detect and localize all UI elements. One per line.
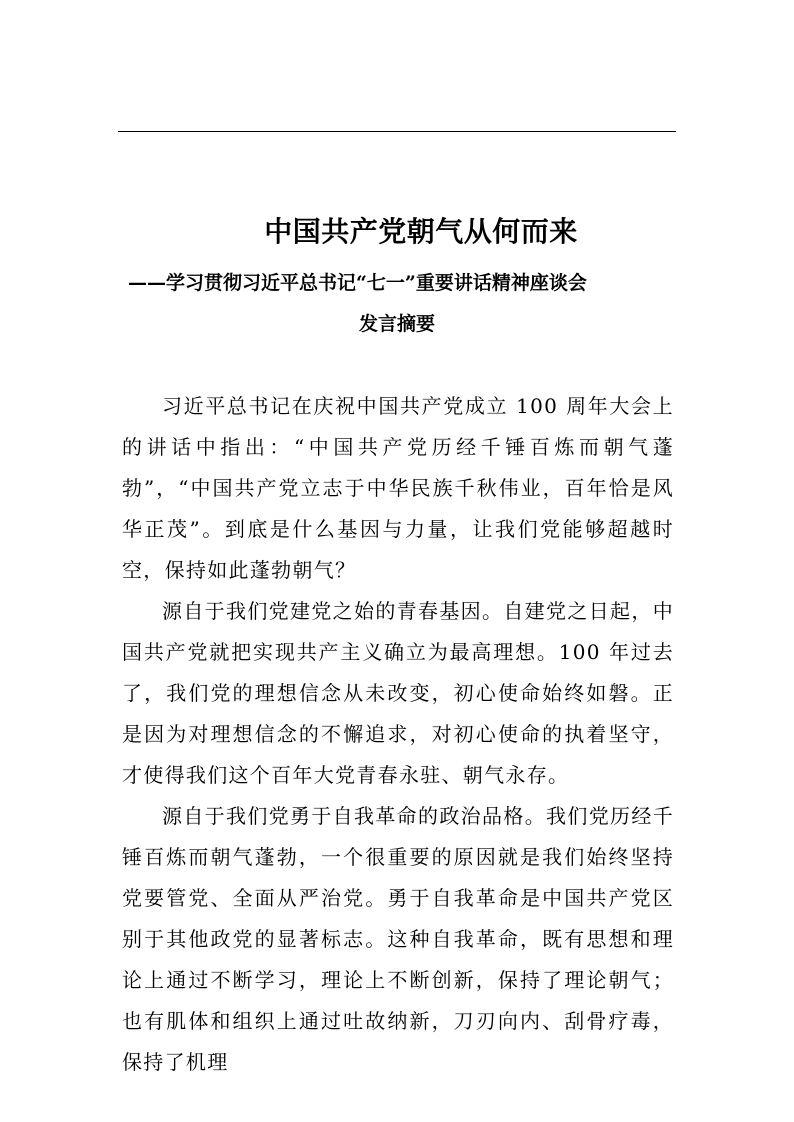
document-body (122, 386, 674, 1083)
paragraph-self-revolution: 源自于我们党勇于自我革命的政治品格。我们党历经千锤百炼而朝气蓬勃，一个很重要的原因就是我们始终坚持党要管党、全面从严治党。勇于自我革命是中国共产党区别于其他政党的显著标志。这种自我革命，既有思想和理论上通过不断学习，理论上不断创新，保持了理论朝气；也有肌体和组织上通过吐故纳新，刀刃向内、刮骨疗毒，保持了机理 (122, 804, 674, 1074)
header-rule (118, 131, 676, 132)
document-title-text: 中国共产党朝气从何而来 (264, 215, 578, 248)
document-subtitle-continued: 发言摘要 (358, 313, 435, 335)
paragraph-intro: 习近平总书记在庆祝中国共产党成立 100 周年大会上的讲话中指出：“中国共产党历经千锤百炼而朝气蓬勃”，“中国共产党立志于中华民族千秋伟业，百年恰是风华正茂”。到底是什么基因与力量，让我们党能够超越时空，保持如此蓬勃朝气？ (122, 394, 674, 582)
document-subtitle: ——学习贯彻习近平总书记“七一”重要讲话精神座谈会 (128, 272, 587, 294)
document-title (0, 210, 794, 254)
paragraph-youth-gene: 源自于我们党建党之始的青春基因。自建党之日起，中国共产党就把实现共产主义确立为最高理想。100 年过去了，我们党的理想信念从未改变，初心使命始终如磐。正是因为对理想信念的不懈追求，对初心使命的执着坚守，才使得我们这个百年大党青春永驻、朝气永存。 (122, 599, 674, 787)
